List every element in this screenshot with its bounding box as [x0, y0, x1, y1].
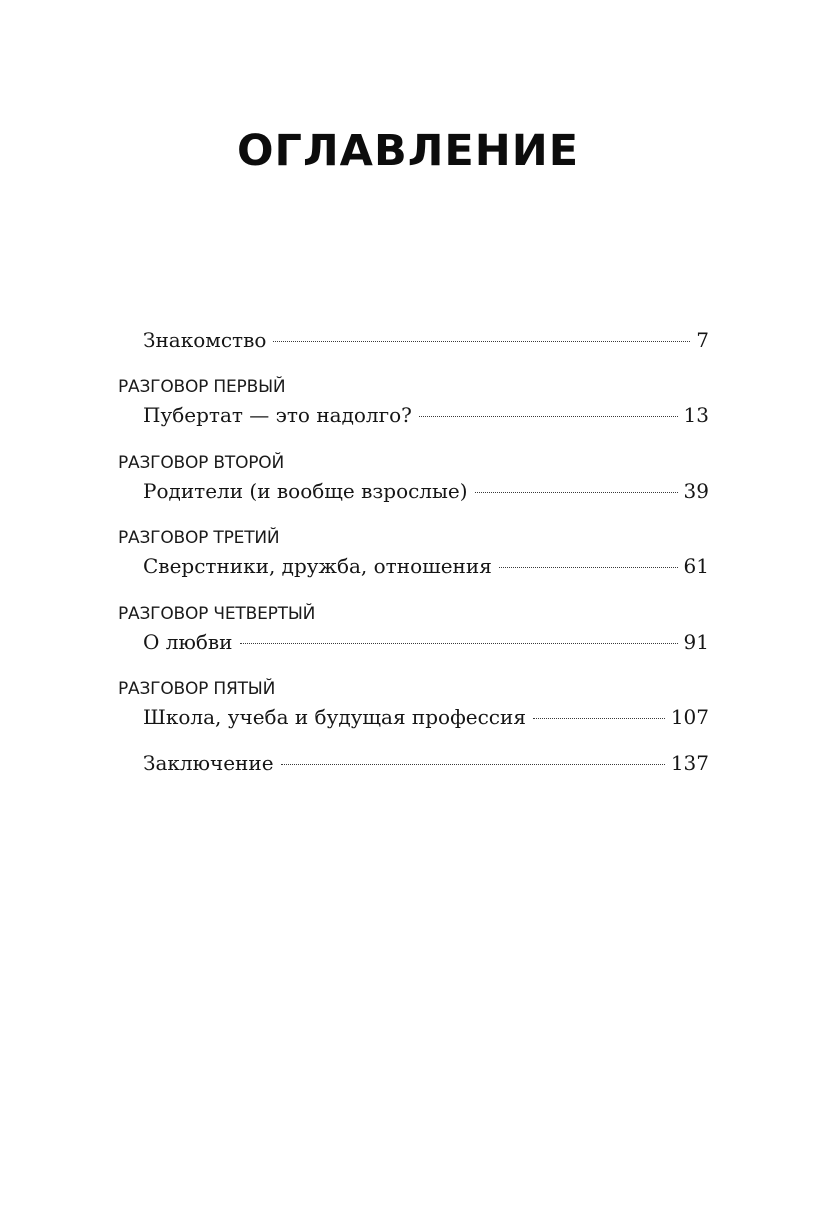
toc-entry-part-4	[143, 629, 709, 655]
toc-page-number: 7	[696, 328, 709, 352]
toc-page-number: 91	[683, 630, 709, 654]
part-heading-1: РАЗГОВОР ПЕРВЫЙ	[118, 377, 286, 397]
toc-entry-label: О любви	[143, 630, 233, 654]
toc-entry-part-2	[143, 478, 709, 504]
toc-entry-label: Заключение	[143, 751, 274, 775]
toc-entry-label: Знакомство	[143, 328, 267, 352]
dot-leader	[281, 764, 665, 765]
part-heading-5: РАЗГОВОР ПЯТЫЙ	[118, 679, 276, 699]
page-title: ОГЛАВЛЕНИЕ	[237, 126, 580, 176]
dot-leader	[533, 718, 665, 719]
toc-entry-part-1	[143, 402, 709, 428]
toc-entry-intro	[143, 327, 709, 353]
part-heading-4: РАЗГОВОР ЧЕТВЕРТЫЙ	[118, 604, 316, 624]
toc-entry-label: Школа, учеба и будущая профессия	[143, 705, 526, 729]
toc-page-number: 13	[683, 403, 709, 427]
dot-leader	[475, 492, 678, 493]
toc-page-number: 61	[683, 554, 709, 578]
toc-page-number: 107	[670, 705, 709, 729]
toc-entry-part-5	[143, 704, 709, 730]
dot-leader	[419, 416, 678, 417]
toc-entry-label: Родители (и вообще взрослые)	[143, 479, 468, 503]
toc-entry-conclusion	[143, 750, 709, 776]
dot-leader	[499, 567, 678, 568]
toc-page-number: 39	[683, 479, 709, 503]
toc-entry-part-3	[143, 553, 709, 579]
toc-entry-label: Пубертат — это надолго?	[143, 403, 412, 427]
dot-leader	[273, 341, 690, 342]
toc-page-number: 137	[670, 751, 709, 775]
part-heading-3: РАЗГОВОР ТРЕТИЙ	[118, 528, 280, 548]
dot-leader	[240, 643, 678, 644]
toc-entry-label: Сверстники, дружба, отношения	[143, 554, 492, 578]
part-heading-2: РАЗГОВОР ВТОРОЙ	[118, 453, 285, 473]
